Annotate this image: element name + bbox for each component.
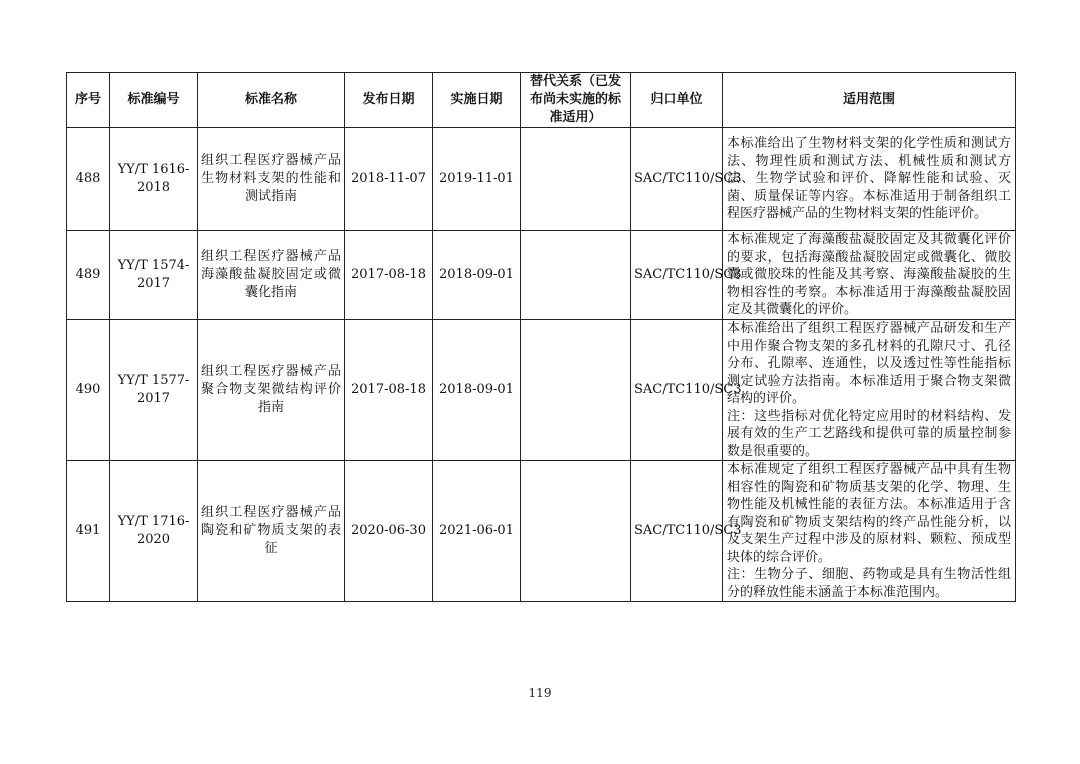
cell-implement-date: 2019-11-01	[433, 128, 521, 231]
cell-scope	[723, 128, 1016, 231]
cell-replacement	[521, 320, 631, 461]
scope-paragraph: 本标准规定了组织工程医疗器械产品中具有生物相容性的陶瓷和矿物质基支架的化学、物理、生物性能及机械性能的表征方法。本标准适用于含有陶瓷和矿物质支架结构的终产品性能分析，以及支架生产过程中涉及的原材料、颗粒、预成型块体的综合评价。	[727, 462, 1011, 565]
table-row	[67, 128, 1016, 231]
header-scope: 适用范围	[723, 73, 1016, 128]
page-number: 119	[528, 686, 552, 700]
header-replacement: 替代关系（已发布尚未实施的标准适用）	[521, 73, 631, 128]
cell-scope	[723, 320, 1016, 461]
header-org: 归口单位	[631, 73, 723, 128]
cell-publish-date: 2018-11-07	[345, 128, 433, 231]
table-row	[67, 461, 1016, 602]
cell-org: SAC/TC110/SC3	[631, 320, 723, 461]
cell-name: 组织工程医疗器械产品 陶瓷和矿物质支架的表征	[198, 461, 345, 602]
cell-publish-date: 2017-08-18	[345, 320, 433, 461]
cell-no: 491	[67, 461, 110, 602]
cell-code: YY/T 1716-2020	[110, 461, 198, 602]
cell-no: 490	[67, 320, 110, 461]
cell-name: 组织工程医疗器械产品 海藻酸盐凝胶固定或微囊化指南	[198, 231, 345, 320]
header-name: 标准名称	[198, 73, 345, 128]
table-row	[67, 231, 1016, 320]
cell-name: 组织工程医疗器械产品 生物材料支架的性能和测试指南	[198, 128, 345, 231]
cell-publish-date: 2020-06-30	[345, 461, 433, 602]
cell-publish-date: 2017-08-18	[345, 231, 433, 320]
cell-no: 488	[67, 128, 110, 231]
cell-code: YY/T 1577-2017	[110, 320, 198, 461]
cell-name: 组织工程医疗器械产品 聚合物支架微结构评价指南	[198, 320, 345, 461]
cell-code: YY/T 1616-2018	[110, 128, 198, 231]
header-implement-date: 实施日期	[433, 73, 521, 128]
cell-implement-date: 2018-09-01	[433, 320, 521, 461]
header-no: 序号	[67, 73, 110, 128]
scope-note: 注：生物分子、细胞、药物或是具有生物活性组分的释放性能未涵盖于本标准范围内。	[727, 567, 1011, 600]
cell-implement-date: 2018-09-01	[433, 231, 521, 320]
cell-implement-date: 2021-06-01	[433, 461, 521, 602]
scope-paragraph: 本标准给出了组织工程医疗器械产品研发和生产中用作聚合物支架的多孔材料的孔隙尺寸、孔径分布、孔隙率、连通性，以及透过性等性能指标测定试验方法指南。本标准适用于聚合物支架微结构的评价。	[727, 321, 1011, 406]
table-header-row	[67, 73, 1016, 128]
cell-org: SAC/TC110/SC3	[631, 231, 723, 320]
header-code: 标准编号	[110, 73, 198, 128]
cell-replacement	[521, 461, 631, 602]
cell-org: SAC/TC110/SC3	[631, 128, 723, 231]
scope-paragraph: 本标准给出了生物材料支架的化学性质和测试方法、物理性质和测试方法、机械性质和测试方法、生物学试验和评价、降解性能和试验、灭菌、质量保证等内容。本标准适用于制备组织工程医疗器械产品的生物材料支架的性能评价。	[727, 136, 1011, 222]
cell-replacement	[521, 128, 631, 231]
header-publish-date: 发布日期	[345, 73, 433, 128]
table-row	[67, 320, 1016, 461]
cell-scope	[723, 231, 1016, 320]
cell-code: YY/T 1574-2017	[110, 231, 198, 320]
scope-paragraph: 本标准规定了海藻酸盐凝胶固定及其微囊化评价的要求，包括海藻酸盐凝胶固定或微囊化、微胶囊或微胶珠的性能及其考察、海藻酸盐凝胶的生物相容性的考察。本标准适用于海藻酸盐凝胶固定及其微囊化的评价。	[727, 232, 1011, 318]
cell-org: SAC/TC110/SC3	[631, 461, 723, 602]
cell-replacement	[521, 231, 631, 320]
scope-note: 注：这些指标对优化特定应用时的材料结构、发展有效的生产工艺路线和提供可靠的质量控制参数是很重要的。	[727, 408, 1011, 459]
cell-scope	[723, 461, 1016, 602]
standards-table	[66, 72, 1016, 602]
cell-no: 489	[67, 231, 110, 320]
